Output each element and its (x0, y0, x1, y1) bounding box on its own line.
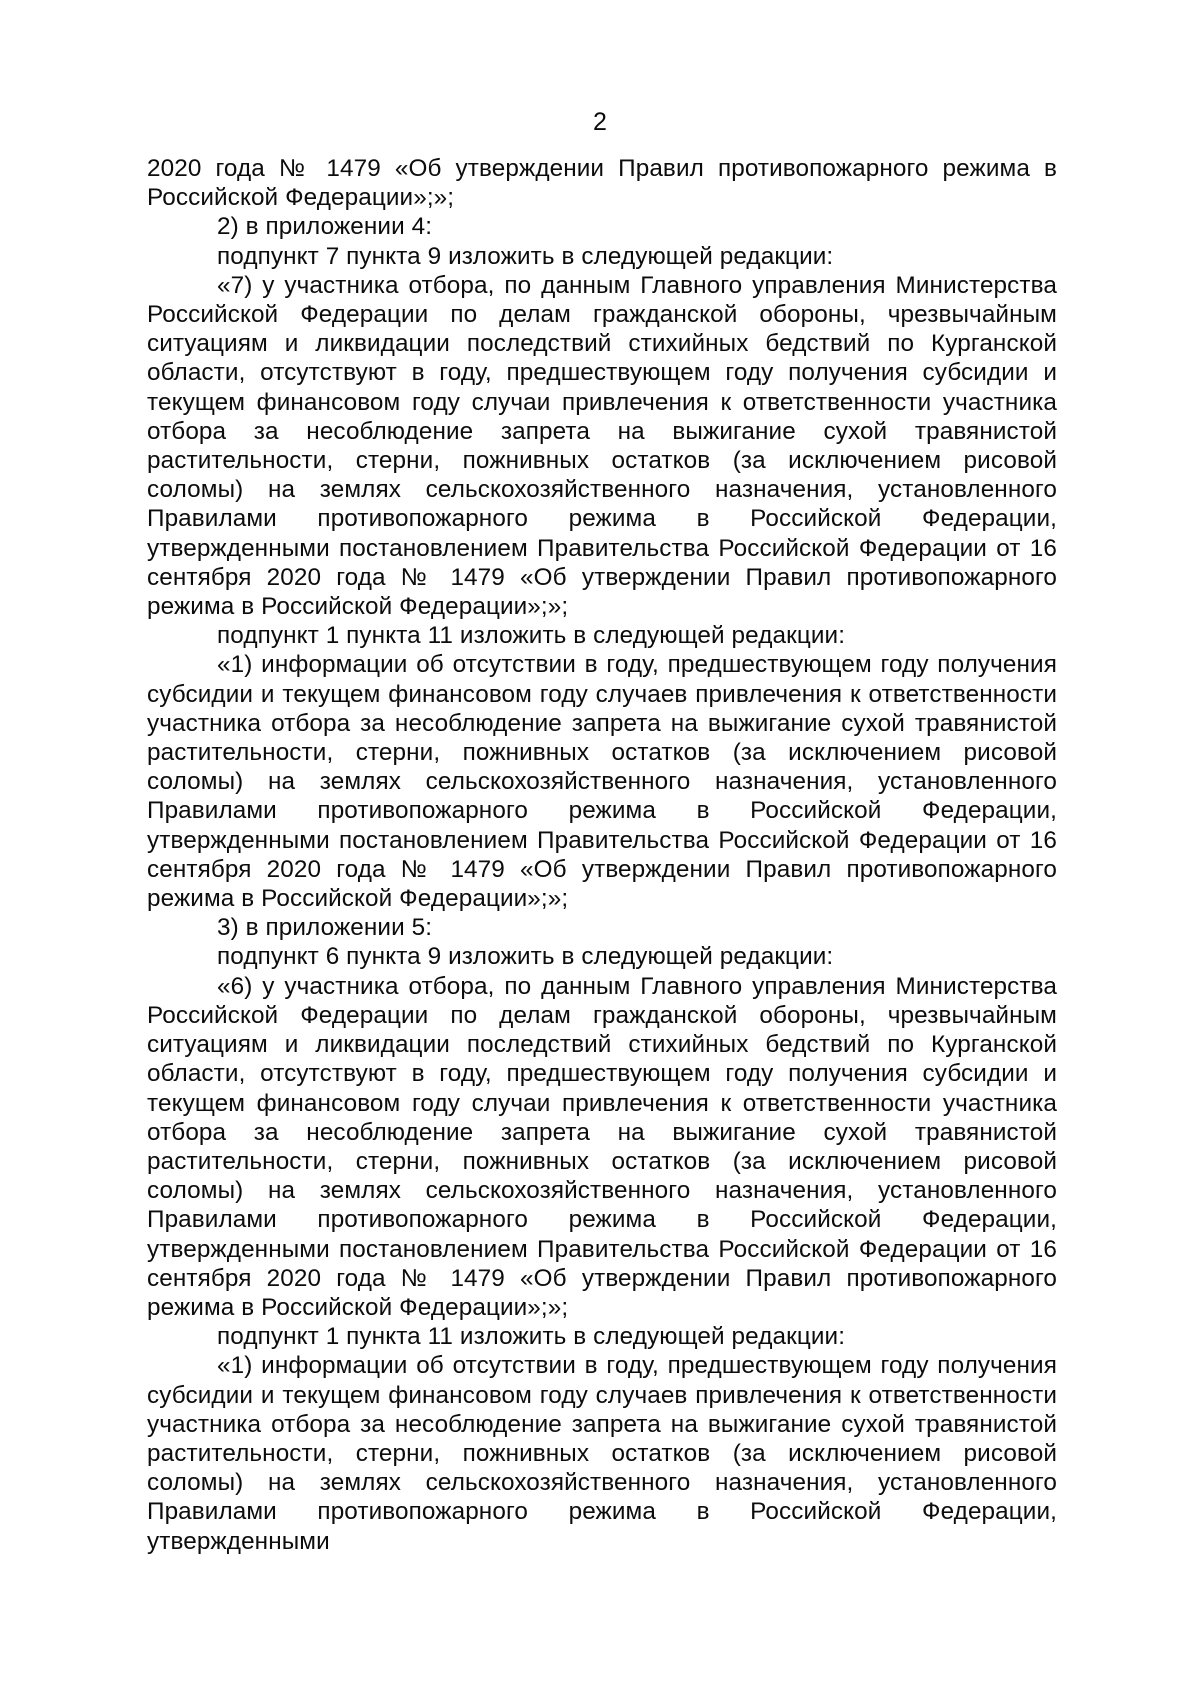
paragraph: 2020 года № 1479 «Об утверждении Правил противопожарного режима в Российской Федерации»;»; (147, 155, 1057, 212)
paragraph: «6) у участника отбора, по данным Главного управления Министерства Российской Федерации по делам гражданской обороны, чрезвычайным ситуациям и ликвидации последствий стихийных бедствий по Курганской области, отсутствуют в году, предшествующем году получения субсидии и текущем финансовом году случаи привлечения к ответственности участника отбора за несоблюдение запрета на выжигание сухой травянистой растительности, стерни, пожнивных остатков (за исключением рисовой соломы) на землях сельскохозяйственного назначения, установленного Правилами противопожарного режима в Российской Федерации, утвержденными постановлением Правительства Российской Федерации от 16 сентября 2020 года № 1479 «Об утверждении Правил противопожарного режима в Российской Федерации»;»; (147, 972, 1057, 1321)
document-body (147, 154, 1057, 1556)
paragraph: «7) у участника отбора, по данным Главного управления Министерства Российской Федерации по делам гражданской обороны, чрезвычайным ситуациям и ликвидации последствий стихийных бедствий по Курганской области, отсутствуют в году, предшествующем году получения субсидии и текущем финансовом году случаи привлечения к ответственности участника отбора за несоблюдение запрета на выжигание сухой травянистой растительности, стерни, пожнивных остатков (за исключением рисовой соломы) на землях сельскохозяйственного назначения, установленного Правилами противопожарного режима в Российской Федерации, утвержденными постановлением Правительства Российской Федерации от 16 сентября 2020 года № 1479 «Об утверждении Правил противопожарного режима в Российской Федерации»;»; (147, 271, 1057, 621)
paragraph: подпункт 1 пункта 11 изложить в следующей редакции: (217, 622, 846, 650)
paragraph: 2) в приложении 4: (217, 213, 433, 241)
page-number: 2 (593, 108, 607, 136)
paragraph: подпункт 6 пункта 9 изложить в следующей редакции: (217, 943, 834, 971)
paragraph: 3) в приложении 5: (217, 914, 433, 942)
paragraph: «1) информации об отсутствии в году, предшествующем году получения субсидии и текущем финансовом году случаев привлечения к ответственности участника отбора за несоблюдение запрета на выжигание сухой травянистой растительности, стерни, пожнивных остатков (за исключением рисовой соломы) на землях сельскохозяйственного назначения, установленного Правилами противопожарного режима в Российской Федерации, утвержденными постановлением Правительства Российской Федерации от 16 сентября 2020 года № 1479 «Об утверждении Правил противопожарного режима в Российской Федерации»;»; (147, 651, 1057, 913)
paragraph: подпункт 1 пункта 11 изложить в следующей редакции: (217, 1323, 846, 1351)
paragraph: подпункт 7 пункта 9 изложить в следующей редакции: (217, 242, 834, 270)
paragraph: «1) информации об отсутствии в году, предшествующем году получения субсидии и текущем финансовом году случаев привлечения к ответственности участника отбора за несоблюдение запрета на выжигание сухой травянистой растительности, стерни, пожнивных остатков (за исключением рисовой соломы) на землях сельскохозяйственного назначения, установленного Правилами противопожарного режима в Российской Федерации, утвержденными (147, 1352, 1057, 1555)
